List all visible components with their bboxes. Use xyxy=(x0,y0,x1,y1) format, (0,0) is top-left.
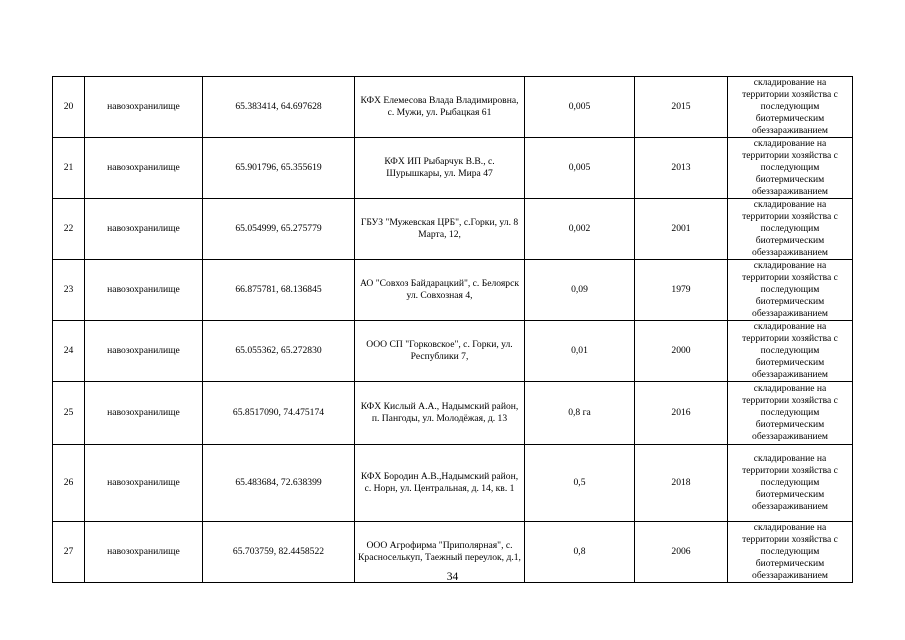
row-number: 25 xyxy=(53,382,85,445)
volume: 0,8 xyxy=(525,522,635,583)
facility-type: навозохранилище xyxy=(85,321,203,382)
year: 2001 xyxy=(635,199,728,260)
owner-address: ООО СП "Горковское", с. Горки, ул. Республики 7, xyxy=(355,321,525,382)
year: 2016 xyxy=(635,382,728,445)
coordinates: 65.483684, 72.638399 xyxy=(203,445,355,522)
row-number: 26 xyxy=(53,445,85,522)
row-number: 20 xyxy=(53,77,85,138)
facility-type: навозохранилище xyxy=(85,382,203,445)
owner-address: АО "Совхоз Байдарацкий", с. Белоярск ул. Совхозная 4, xyxy=(355,260,525,321)
facilities-table xyxy=(52,76,853,583)
coordinates: 65.055362, 65.272830 xyxy=(203,321,355,382)
facility-type: навозохранилище xyxy=(85,522,203,583)
year: 1979 xyxy=(635,260,728,321)
volume: 0,005 xyxy=(525,77,635,138)
facility-type: навозохранилище xyxy=(85,77,203,138)
table-row xyxy=(53,77,853,138)
table-row xyxy=(53,138,853,199)
table-row xyxy=(53,445,853,522)
row-number: 24 xyxy=(53,321,85,382)
disposal-method: складирование на территории хозяйства с последующим биотермическим обеззараживанием xyxy=(728,77,853,138)
year: 2013 xyxy=(635,138,728,199)
year: 2000 xyxy=(635,321,728,382)
volume: 0,5 xyxy=(525,445,635,522)
page-number: 34 xyxy=(446,571,459,583)
row-number: 27 xyxy=(53,522,85,583)
table-row xyxy=(53,199,853,260)
disposal-method: складирование на территории хозяйства с последующим биотермическим обеззараживанием xyxy=(728,522,853,583)
facility-type: навозохранилище xyxy=(85,138,203,199)
disposal-method: складирование на территории хозяйства с последующим биотермическим обеззараживанием xyxy=(728,445,853,522)
year: 2006 xyxy=(635,522,728,583)
facility-type: навозохранилище xyxy=(85,199,203,260)
facility-type: навозохранилище xyxy=(85,445,203,522)
disposal-method: складирование на территории хозяйства с последующим биотермическим обеззараживанием xyxy=(728,138,853,199)
volume: 0,002 xyxy=(525,199,635,260)
volume: 0,005 xyxy=(525,138,635,199)
row-number: 22 xyxy=(53,199,85,260)
owner-address: КФХ ИП Рыбарчук В.В., с. Шурышкары, ул. Мира 47 xyxy=(355,138,525,199)
volume: 0,09 xyxy=(525,260,635,321)
table-row xyxy=(53,321,853,382)
owner-address: КФХ Елемесова Влада Владимировна, с. Мужи, ул. Рыбацкая 61 xyxy=(355,77,525,138)
table-row xyxy=(53,260,853,321)
coordinates: 65.901796, 65.355619 xyxy=(203,138,355,199)
coordinates: 65.054999, 65.275779 xyxy=(203,199,355,260)
table-row xyxy=(53,382,853,445)
year: 2018 xyxy=(635,445,728,522)
row-number: 23 xyxy=(53,260,85,321)
facility-type: навозохранилище xyxy=(85,260,203,321)
owner-address: КФХ Бородин А.В.,Надымский район, с. Норн, ул. Центральная, д. 14, кв. 1 xyxy=(355,445,525,522)
coordinates: 65.383414, 64.697628 xyxy=(203,77,355,138)
owner-address: ООО Агрофирма "Приполярная", с. Красноселькуп, Таежный переулок, д.1, xyxy=(355,522,525,583)
coordinates: 65.703759, 82.4458522 xyxy=(203,522,355,583)
disposal-method: складирование на территории хозяйства с последующим биотермическим обеззараживанием xyxy=(728,382,853,445)
row-number: 21 xyxy=(53,138,85,199)
year: 2015 xyxy=(635,77,728,138)
owner-address: КФХ Кислый А.А., Надымский район, п. Пангоды, ул. Молодёжая, д. 13 xyxy=(355,382,525,445)
owner-address: ГБУЗ "Мужевская ЦРБ", с.Горки, ул. 8 Марта, 12, xyxy=(355,199,525,260)
volume: 0,01 xyxy=(525,321,635,382)
disposal-method: складирование на территории хозяйства с последующим биотермическим обеззараживанием xyxy=(728,199,853,260)
volume: 0,8 га xyxy=(525,382,635,445)
coordinates: 66.875781, 68.136845 xyxy=(203,260,355,321)
coordinates: 65.8517090, 74.475174 xyxy=(203,382,355,445)
disposal-method: складирование на территории хозяйства с последующим биотермическим обеззараживанием xyxy=(728,321,853,382)
disposal-method: складирование на территории хозяйства с последующим биотермическим обеззараживанием xyxy=(728,260,853,321)
